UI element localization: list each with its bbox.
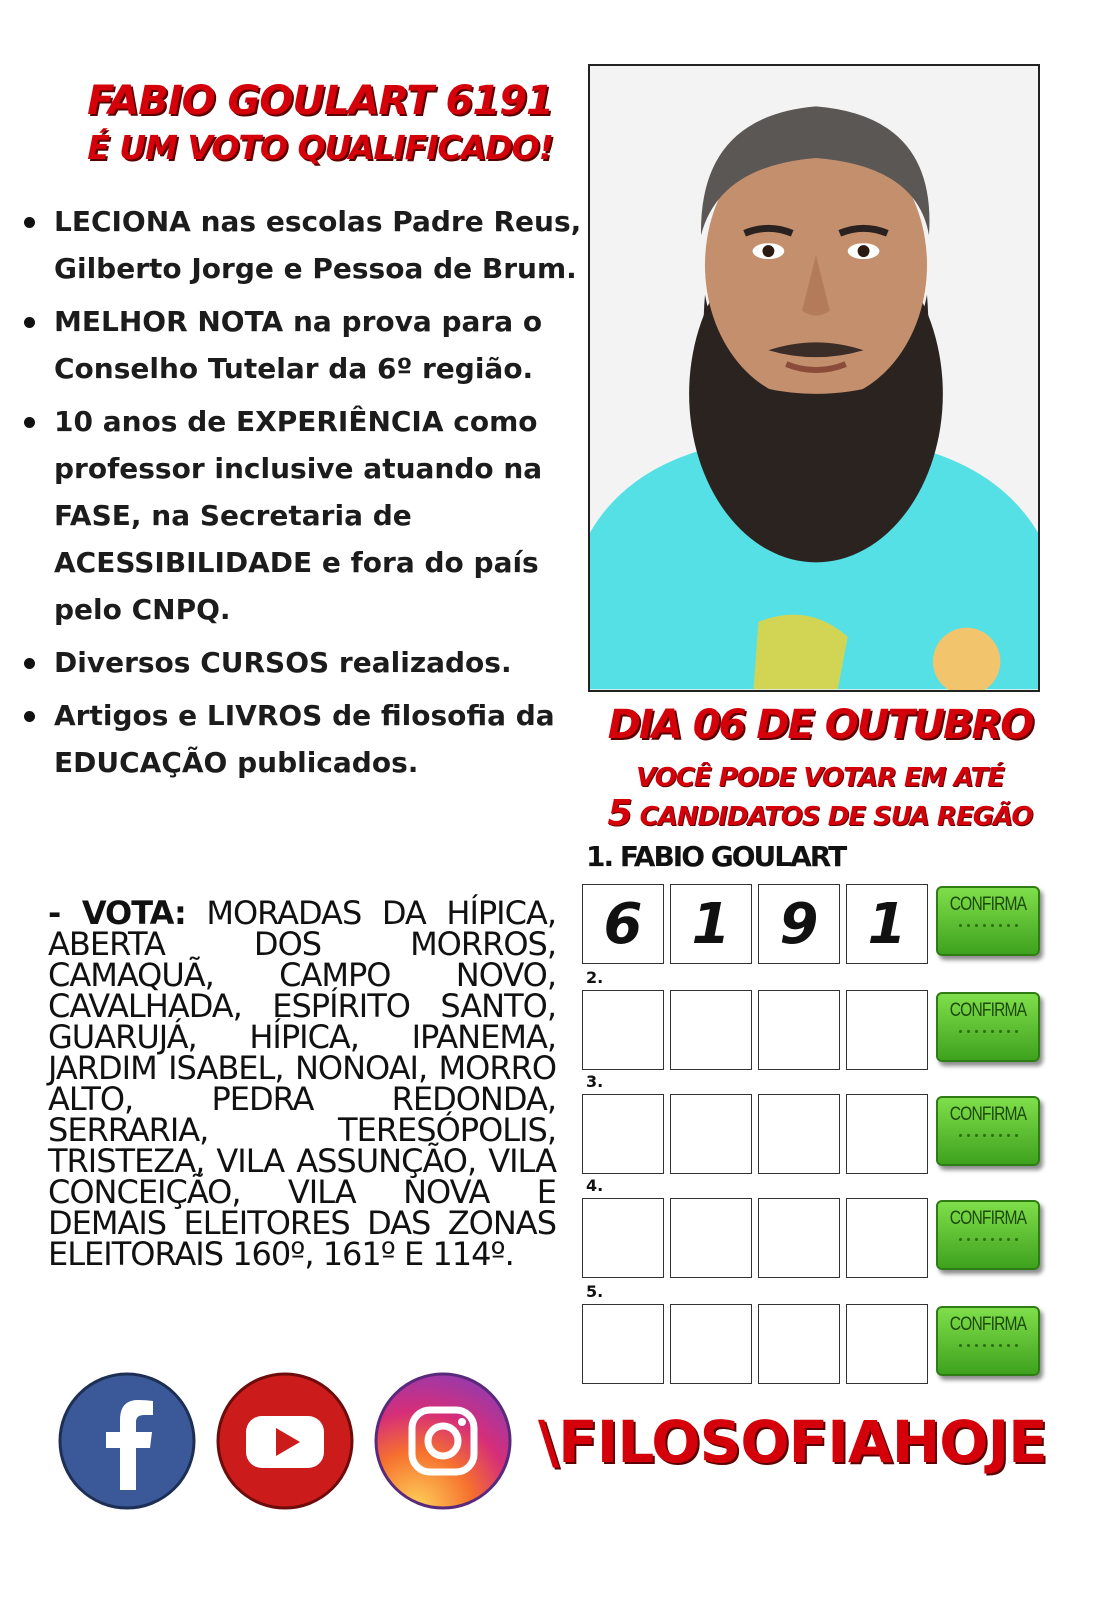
digit-box[interactable]: 6 — [582, 884, 664, 964]
braille-icon — [938, 1134, 1038, 1137]
confirm-button[interactable]: CONFIRMA — [936, 1200, 1040, 1270]
digit-box[interactable] — [582, 1304, 664, 1384]
digit-box[interactable] — [582, 990, 664, 1070]
vote-regions: MORADAS DA HÍPICA, ABERTA DOS MORROS, CAMAQUÃ, CAMPO NOVO, CAVALHADA, ESPÍRITO SANTO, GUARUJÁ, HÍPICA, IPANEMA, JARDIM ISABEL, NONOAI, MORRO ALTO, PEDRA REDONDA, SERRARIA, TERESÓPOLIS, TRISTEZA, VILA ASSUNÇÃO, VILA CONCEIÇÃO, VILA NOVA E DEMAIS ELEITORES DAS ZONAS ELEITORAIS 160º, 161º E 114º. — [48, 894, 557, 1273]
slot-label: 1. FABIO GOULART — [586, 840, 846, 873]
headline-name: FABIO GOULART 6191 — [87, 78, 553, 124]
digit-box[interactable] — [670, 1198, 752, 1278]
vote-limit-line-2 — [580, 793, 1060, 835]
digit-box[interactable] — [758, 1094, 840, 1174]
ballot-slot — [582, 1072, 1052, 1176]
digit-box[interactable] — [846, 1198, 928, 1278]
bullet-icon — [24, 317, 35, 328]
digit-box[interactable] — [670, 1094, 752, 1174]
headline-tagline: É UM VOTO QUALIFICADO! — [87, 128, 553, 167]
instagram-icon[interactable] — [374, 1372, 512, 1510]
election-date-title: DIA 06 DE OUTUBRO — [607, 702, 1033, 748]
bullet-icon — [24, 711, 35, 722]
bullet-icon — [24, 217, 35, 228]
braille-icon — [938, 1238, 1038, 1241]
ballot-slot — [582, 840, 1052, 957]
candidate-portrait-image — [590, 66, 1038, 690]
digit-box[interactable] — [758, 1198, 840, 1278]
slot-label: 2. — [586, 968, 604, 987]
social-handle[interactable]: \FILOSOFIAHOJE — [538, 1408, 1047, 1476]
candidate-photo — [588, 64, 1040, 692]
digit-box[interactable] — [670, 990, 752, 1070]
digit-box[interactable]: 9 — [758, 884, 840, 964]
list-item: Diversos CURSOS realizados. — [18, 639, 588, 686]
digit-box[interactable]: 1 — [846, 884, 928, 964]
confirm-button[interactable]: CONFIRMA — [936, 886, 1040, 956]
slot-label: 5. — [586, 1282, 604, 1301]
slot-label: 4. — [586, 1176, 604, 1195]
list-item: MELHOR NOTA na prova para o Conselho Tutelar da 6º região. — [18, 298, 588, 392]
list-item: Artigos e LIVROS de filosofia da EDUCAÇÃO publicados. — [18, 692, 588, 786]
digit-box[interactable] — [670, 1304, 752, 1384]
digit-box[interactable] — [582, 1198, 664, 1278]
digit-box[interactable] — [846, 990, 928, 1070]
election-date-subtitle — [580, 760, 1060, 835]
headline — [40, 78, 600, 167]
bullet-icon — [24, 417, 35, 428]
digit-box[interactable] — [758, 1304, 840, 1384]
digit-box[interactable]: 1 — [670, 884, 752, 964]
vote-limit-number: 5 — [607, 793, 632, 834]
list-item: 10 anos de EXPERIÊNCIA como professor inclusive atuando na FASE, na Secretaria de ACESSIBILIDADE e fora do país pelo CNPQ. — [18, 398, 588, 633]
vote-limit-line: VOCÊ PODE VOTAR EM ATÉ — [636, 763, 1004, 793]
digit-box[interactable] — [846, 1304, 928, 1384]
braille-icon — [938, 924, 1038, 927]
youtube-icon[interactable] — [216, 1372, 354, 1510]
vote-label: - VOTA: — [48, 894, 186, 932]
ballot-slot — [582, 968, 1052, 1072]
list-item: LECIONA nas escolas Padre Reus, Gilberto Jorge e Pessoa de Brum. — [18, 198, 588, 292]
ballot-slot — [582, 1282, 1052, 1386]
digit-box[interactable] — [758, 990, 840, 1070]
bullet-icon — [24, 658, 35, 669]
facebook-icon[interactable] — [58, 1372, 196, 1510]
ballot-slot — [582, 1176, 1052, 1280]
digit-box[interactable] — [846, 1094, 928, 1174]
braille-icon — [938, 1344, 1038, 1347]
achievement-list — [18, 198, 588, 792]
vote-limit-text: CANDIDATOS DE SUA REGÃO — [639, 802, 1033, 832]
digit-box[interactable] — [582, 1094, 664, 1174]
confirm-button[interactable]: CONFIRMA — [936, 1096, 1040, 1166]
vote-regions-text — [48, 894, 557, 1273]
braille-icon — [938, 1030, 1038, 1033]
confirm-button[interactable]: CONFIRMA — [936, 1306, 1040, 1376]
slot-label: 3. — [586, 1072, 604, 1091]
confirm-button[interactable]: CONFIRMA — [936, 992, 1040, 1062]
